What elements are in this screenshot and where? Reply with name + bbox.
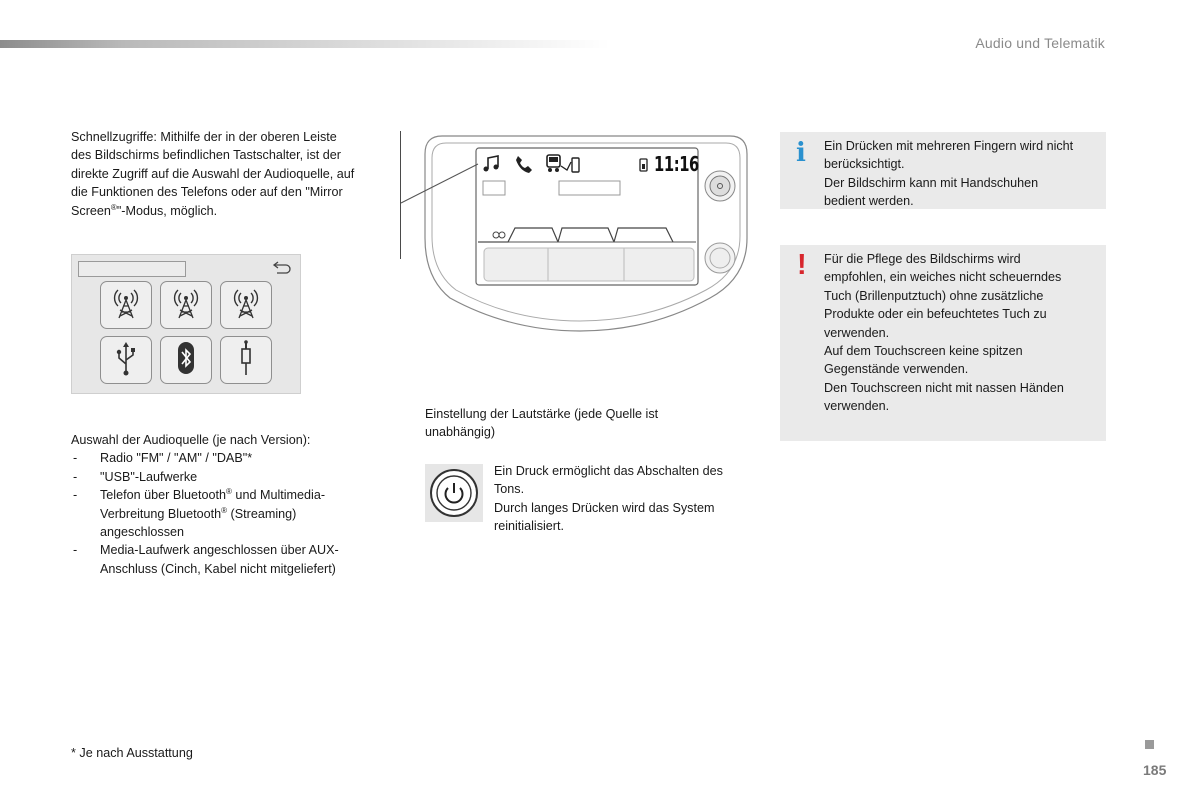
- phone-status-icon: [639, 158, 648, 177]
- source-usb-button[interactable]: [100, 336, 152, 384]
- page-marker: [1145, 740, 1154, 749]
- source-title-field: [78, 261, 186, 277]
- intro-line: Screen®"-Modus, möglich.: [71, 202, 218, 218]
- footnote: * Je nach Ausstattung: [71, 746, 193, 760]
- audio-source-list: [71, 431, 371, 578]
- info-box: [780, 132, 1106, 209]
- aux-jack-icon: [236, 339, 256, 382]
- warning-box: [780, 245, 1106, 441]
- intro-line: direkte Zugriff auf die Auswahl der Audioquelle, auf: [71, 166, 355, 181]
- antenna-dab-icon: [232, 286, 260, 325]
- clock-time: 11:16: [654, 152, 699, 176]
- list-item: - Telefon über Bluetooth® und Multimedia- Verbreitung Bluetooth® (Streaming) angeschlossen: [73, 487, 326, 540]
- volume-caption: Einstellung der Lautstärke (jede Quelle ist unabhängig): [425, 407, 659, 440]
- page-number: 185: [1143, 762, 1167, 778]
- list-item: - Radio "FM" / "AM" / "DAB"*: [73, 451, 253, 466]
- usb-icon: [114, 340, 138, 381]
- info-text: Ein Drücken mit mehreren Fingern wird nicht berücksichtigt. Der Bildschirm kann mit Handschuhen bedient werden.: [824, 139, 1074, 209]
- list-item: - "USB"-Laufwerke: [73, 469, 198, 484]
- list-intro: Auswahl der Audioquelle (je nach Version):: [71, 433, 311, 447]
- header-gradient-bar: [0, 40, 610, 48]
- source-am-button[interactable]: [160, 281, 212, 329]
- mirror-screen-icon[interactable]: [545, 152, 581, 181]
- intro-line: Schnellzugriffe: Mithilfe der in der oberen Leiste: [71, 130, 337, 144]
- power-icon: [425, 464, 483, 522]
- music-note-icon[interactable]: [481, 154, 503, 179]
- power-button-illustration: [425, 464, 483, 522]
- power-description: Ein Druck ermöglicht das Abschalten des Tons. Durch langes Drücken wird das System reinitialisiert.: [494, 464, 723, 534]
- warning-text: Für die Pflege des Bildschirms wird empfohlen, ein weiches nicht scheuerndes Tuch (Brillenputztuch) ohne zusätzliche Produkte oder ein befeuchtetes Tuch zu verwenden. Auf dem Touchscreen keine spitzen Gegenstände verwenden. Den Touchscreen nicht mit nassen Händen verwenden.: [824, 252, 1064, 414]
- source-dab-button[interactable]: [220, 281, 272, 329]
- intro-line: des Bildschirms befindlichen Tastschalter, ist der: [71, 148, 341, 163]
- bluetooth-icon: [175, 340, 197, 381]
- quick-access-paragraph: [71, 128, 381, 220]
- phone-icon[interactable]: [514, 154, 534, 179]
- warning-icon: !: [797, 249, 807, 281]
- antenna-am-icon: [172, 286, 200, 325]
- back-arrow-icon[interactable]: [272, 259, 292, 280]
- intro-line: die Funktionen des Telefons oder auf den "Mirror: [71, 185, 343, 200]
- source-bluetooth-button[interactable]: [160, 336, 212, 384]
- source-aux-button[interactable]: [220, 336, 272, 384]
- info-icon: i: [796, 138, 806, 168]
- antenna-fm-icon: [112, 286, 140, 325]
- audio-source-panel: [71, 254, 301, 394]
- section-title: Audio und Telematik: [975, 35, 1105, 51]
- source-fm-button[interactable]: [100, 281, 152, 329]
- list-item: - Media-Laufwerk angeschlossen über AUX- Anschluss (Cinch, Kabel nicht mitgeliefert): [73, 543, 339, 576]
